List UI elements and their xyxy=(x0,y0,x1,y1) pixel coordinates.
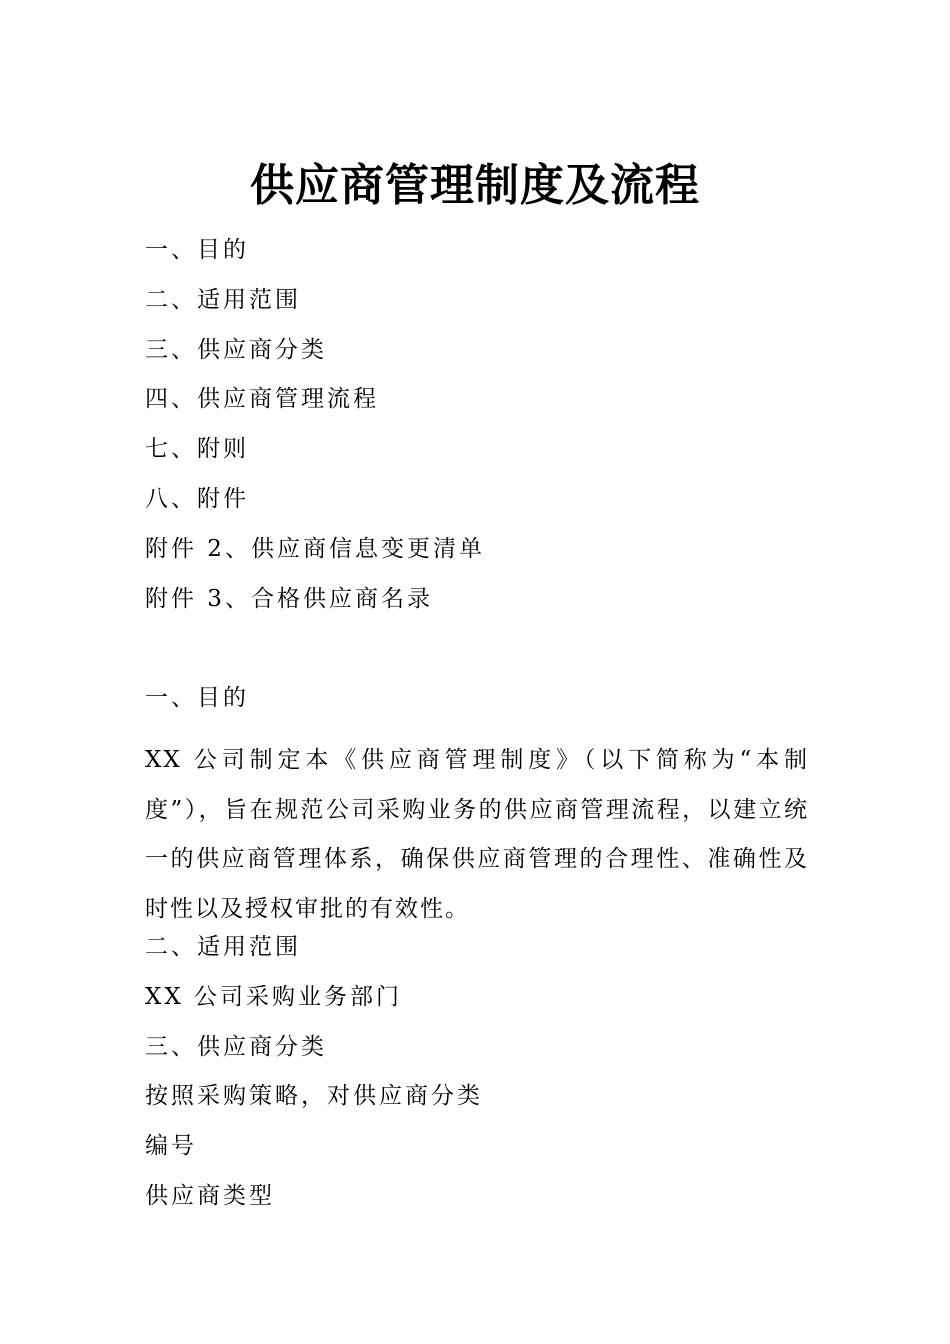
classification-text: 按照采购策略，对供应商分类 xyxy=(145,1083,483,1110)
toc-item: 七、附则 xyxy=(145,436,249,463)
table-of-contents xyxy=(145,232,825,630)
table-header-number: 编号 xyxy=(145,1133,197,1160)
section-heading-purpose: 一、目的 xyxy=(145,685,249,711)
scope-text: XX 公司采购业务部门 xyxy=(145,983,403,1010)
toc-item: 附件 2、供应商信息变更清单 xyxy=(145,535,485,562)
toc-item: 八、附件 xyxy=(145,485,249,512)
document-title: 供应商管理制度及流程 xyxy=(250,160,700,211)
toc-item: 附件 3、合格供应商名录 xyxy=(145,585,433,612)
section-heading-classification: 三、供应商分类 xyxy=(145,1033,327,1060)
toc-item: 一、目的 xyxy=(145,237,249,263)
toc-item: 四、供应商管理流程 xyxy=(145,386,379,413)
document-body xyxy=(145,680,815,1228)
table-header-type: 供应商类型 xyxy=(145,1182,275,1209)
toc-item: 三、供应商分类 xyxy=(145,336,327,363)
purpose-paragraph: XX 公司制定本《供应商管理制度》（以下简称为“本制度”），旨在规范公司采购业务的供应商管理流程，以建立统一的供应商管理体系，确保供应商管理的合理性、准确性及时性以及授权审批的有效性。 xyxy=(145,746,809,923)
toc-item: 二、适用范围 xyxy=(145,286,301,313)
section-heading-scope: 二、适用范围 xyxy=(145,933,301,960)
